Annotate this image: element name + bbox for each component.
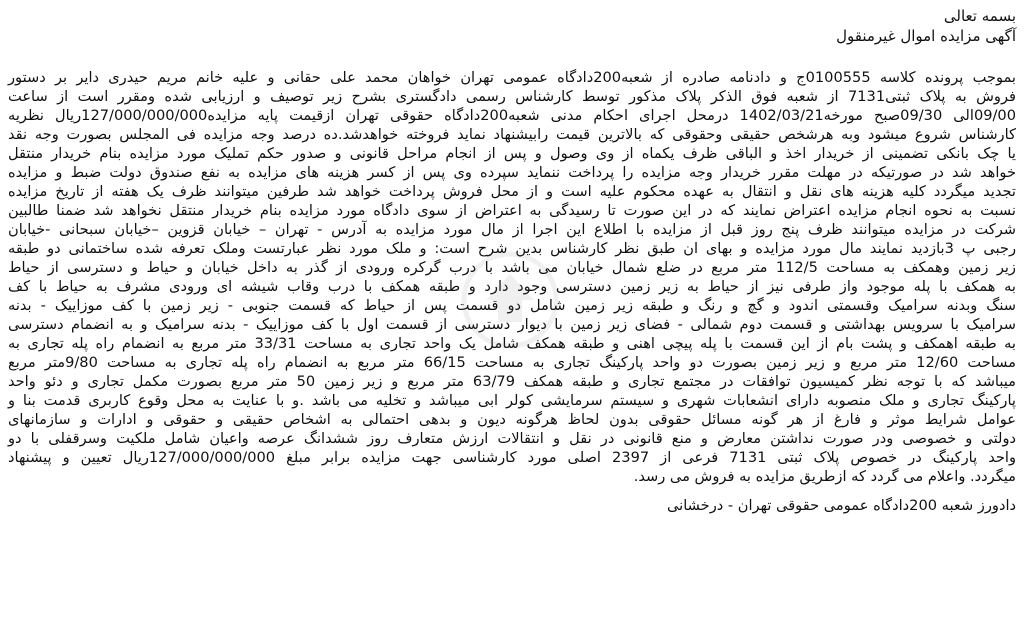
notice-body-line: رجبی پ 3بازدید نمایند مال مورد مزایده و بهای ان طبق نظر کارشناس بدین شرح است: و ملک مورد نظر عبارتست وملک تعرفه شده ساختمانی دو طبقه [8, 240, 1016, 257]
notice-body-line: یا چک بانکی تضمینی از خریدار اخذ و الباقی ظرف یکماه از وی وصول و پس از انجام مراحل قانونی و صدور حکم تملیک مورد مزایده بنام خریدار منتقل [8, 145, 1016, 162]
notice-body-line: خواهد شد در صورتیکه در مهلت مقرر خریدار وجه مزایده را پرداخت ننماید سپرده وی پس از کسر هزینه های مزایده به نفع صندوق دولت ضبط و مزایده [8, 164, 1016, 181]
notice-body-line: سرامیک با سرویس بهداشتی و قسمت دوم شمالی - فضای زیر زمین با دیوار دسترسی از قسمت اول با کف موزاییک - بدنه سرامیک و به انضمام دسترسی [8, 316, 1016, 333]
notice-body-line: کارشناس شروع میشود وبه هرشخص حقیقی وحقوقی که بالاترین قیمت رابیشنهاد نماید فروخته خواهدشد.ده درصد وجه مزایده فی المجلس بصورت وجه نقد [8, 126, 1016, 143]
notice-body-line: بموجب پرونده کلاسه 0100555ج و دادنامه صادره از شعبه200دادگاه عمومی تهران خواهان محمد علی حقانی و علیه خانم مریم حیدری دایر بر دستور [8, 69, 1016, 86]
notice-body-line: دولتی و خصوصی ودر صورت نداشتن معارض و منع قانونی در نقل و انتقالات ارزش متعارف روز ششدانگ عرصه واعیان شامل ملکیت وسرقفلی با دو [8, 430, 1016, 447]
notice-body-line: به طبقه اهمکف و پشت بام از این قسمت با پله پیچی اهنی و طبقه همکف شامل یک واحد تجاری به مساحت 33/31 متر مربع به انضمام راه پله تجاری به [8, 335, 1016, 352]
notice-body-line: شرکت در مزایده میتوانند ظرف پنج روز قبل از مزایده با اطلاع این اجرا از مال مورد مزایده به آدرس - تهران – خیابان قزوین –خیابان سبحانی -خیابان [8, 221, 1016, 238]
notice-body-line: میباشد که با توجه نظر کمیسیون توافقات در مجتمع تجاری و طبقه همکف 63/79 متر مربع و زیر زمین 50 متر مربع بصورت مکمل تجاری و دئو واحد [8, 373, 1016, 390]
notice-body-line: فروش به پلاک ثبتی7131 از شعبه فوق الذکر پلاک مذکور توسط کارشناس رسمی دادگستری بشرح زیر توصیف و ارزیابی شده ومقرر است از ساعت [8, 88, 1017, 105]
notice-body-line: به همکف با پله موجود واز طرفی نیز از حیاط به زیر زمین دسترسی وجود دارد و طبقه همکف با درب وقاب شیشه ای ورودی مشرف به حیاط با کف [8, 278, 1016, 295]
bismillah-line: بسمه تعالی [943, 7, 1016, 25]
notice-body-line: 09/00الی 09/30صبح مورخه1402/03/21 درمحل اجرای احکام مدنی شعبه200دادگاه حقوقی تهران ازقیمت پایه مزایده127/000/000/000ریال نظریه [8, 107, 1016, 124]
notice-body-line: زیر زمین وهمکف به مساحت 112/5 متر مربع در ضلع شمال خیابان می باشد با درب گرکره ورودی از گذر به داخل خیابان و حیاط و دسترسی از حیاط [8, 259, 1016, 276]
notice-body [8, 68, 1016, 486]
notice-header [8, 6, 1016, 46]
notice-body-line: سنگ وبدنه سرامیک وقسمتی اندود و گچ و رنگ و طبقه زیر زمین شامل دو قسمت پس از حیاط که قسمت جنوبی - زیر زمین با کف موزاییک - بدنه [8, 297, 1016, 314]
notice-signature: دادورز شعبه 200دادگاه عمومی حقوقی تهران - درخشانی [666, 497, 1016, 514]
notice-body-line: میگردد. واعلام می گردد که ازطریق مزایده به فروش می رسد. [633, 468, 1016, 485]
notice-body-line: واحد پارکینگ در خصوص پلاک ثبتی 7131 فرعی از 2397 اصلی مورد کارشناسی جهت مزایده برابر مبلغ 127/000/000/000ریال تعیین و پیشنهاد [8, 449, 1016, 466]
notice-body-line: تجدید میگردد کلیه هزینه های نقل و انتقال به عهده محکوم علیه است و از محل فروش پرداخت خواهد شد طرفین میتوانند ظرف یک هفته از تاریخ مزایده [8, 183, 1016, 200]
notice-body-line: عوامل شرایط موثر و فارغ از هر گونه مسائل حقوقی بدون لحاظ هرگونه دیون و بدهی احتمالی به اشخاص حقیقی و حقوقی و ادارات و سازمانهای [8, 411, 1016, 428]
notice-body-line: پارکینگ تجاری و ملک منصوبه دارای انشعابات شهری و سیستم سرمایشی کولر ابی میباشد و تخلیه می باشد .و با عنایت به محل وقوع کاربری قدمت بنا و [8, 392, 1016, 409]
notice-title: آگهی مزایده اموال غیرمنقول [836, 27, 1016, 45]
notice-body-line: نسبت به نحوه انجام مزایده اعتراض نمایند که در این صورت تا رسیدگی به اعتراض از سوی دادگاه مورد مزایده بنام خریدار منتقل نخواهد شد ضمنا طالبین [8, 202, 1016, 219]
notice-body-line: مساحت 12/60 متر مربع و زیر زمین بصورت دو واحد پارکینگ تجاری به مساحت 66/15 متر مربع به انضمام راه پله تجاری به مساحت 9/80متر مربع [8, 354, 1016, 371]
